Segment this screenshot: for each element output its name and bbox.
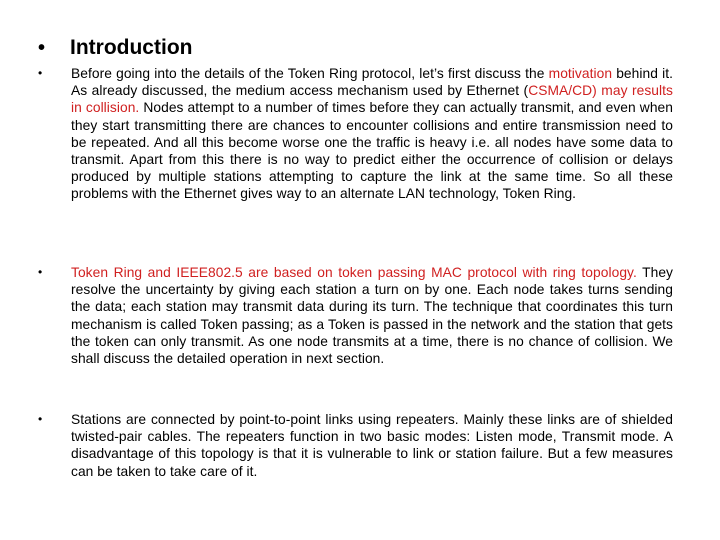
bullet-paragraph (71, 65, 673, 203)
bullet-paragraph (71, 264, 673, 367)
highlight-segment: Token Ring and IEEE802.5 are based on token passing MAC protocol with ring topology. (71, 265, 637, 280)
bullet-paragraph (71, 411, 673, 480)
text-segment: Nodes attempt to a number of times before they can actually transmit, and even when they start transmitting there are chances to encounter collisions and entire transmission need to be repeated. And all this become worse one the traffic is heavy i.e. all nodes have some data to transmit. Apart from this there is no way to predict either the occurrence of collision or delays produced by multiple stations attempting to capture the link at the same time. So all these problems with the Ethernet gives way to an alternate LAN technology, Token Ring. (71, 100, 673, 202)
text-segment: behind it. As already discussed, the medium access mechanism used by Ethernet ( (71, 66, 673, 99)
text-segment: Stations are connected by point-to-point links using repeaters. Mainly these links are of shielded twisted-pair cables. The repeaters function in two basic modes: Listen mode, Transmit mode. A disadvantage of this topology is that it is vulnerable to link or station failure. But a few measures can be taken to take care of it. (71, 412, 673, 479)
title-text: Introduction (70, 36, 193, 59)
bullet-marker: • (38, 66, 43, 80)
title-bullet: • (38, 36, 46, 59)
bullet-item-motivation (38, 65, 678, 203)
highlight-segment: motivation (548, 66, 613, 81)
bullet-marker: • (38, 265, 43, 279)
bullet-marker: • (38, 412, 43, 426)
slide-title (38, 36, 192, 60)
text-segment: They resolve the uncertainty by giving each station a turn on by one. Each node takes turns sending the data; each station may transmit data during its turn. The technique that coordinates this turn mechanism is called Token passing; as a Token is passed in the network and the station that gets the token can only transmit. As one node transmits at a time, there is no chance of collision. We shall discuss the detailed operation in next section. (71, 265, 673, 367)
highlight-segment: CSMA/CD) may results in collision. (71, 83, 673, 116)
bullet-item-stations (38, 411, 678, 480)
text-segment: Before going into the details of the Token Ring protocol, let’s first discuss the (71, 66, 549, 81)
bullet-item-token-ring (38, 264, 678, 367)
